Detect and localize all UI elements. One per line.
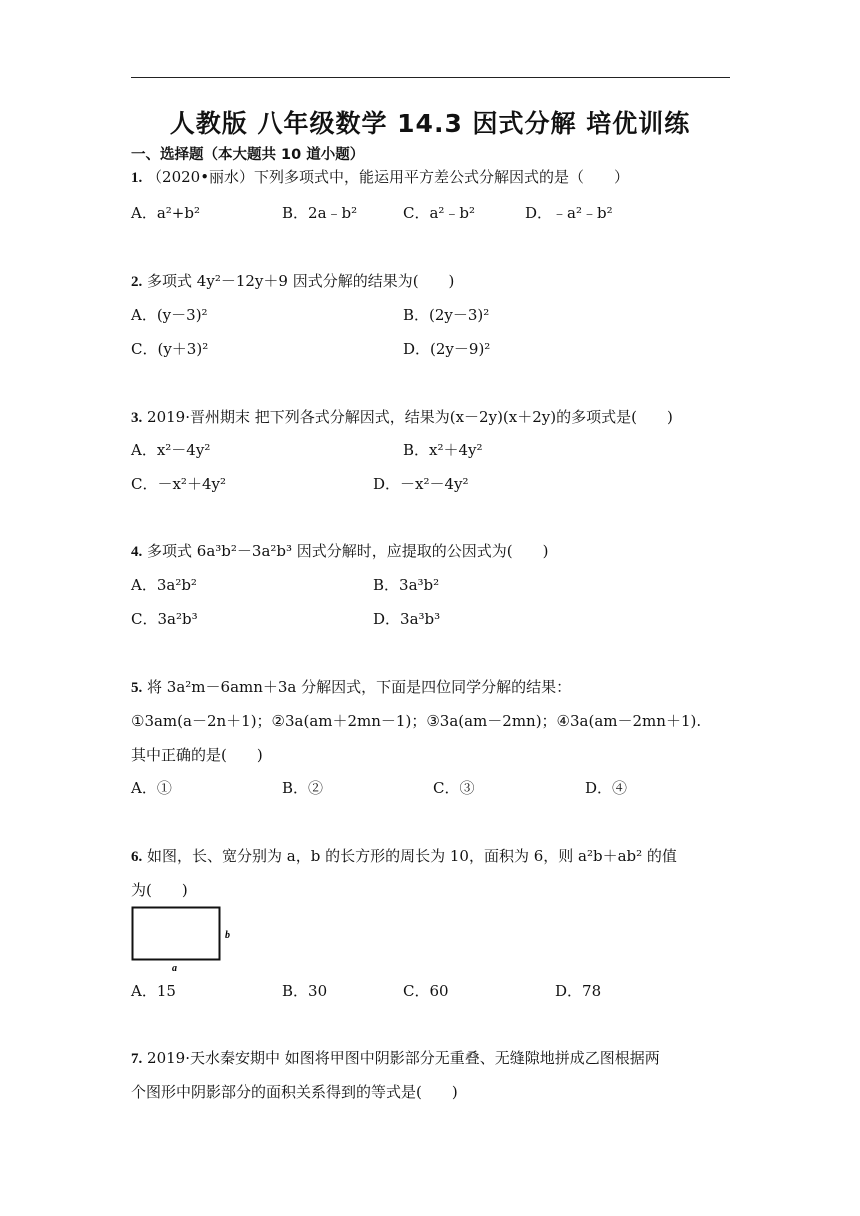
question-text-line: 为( ) xyxy=(131,881,188,899)
option-b[interactable]: B．(2y－3)² xyxy=(403,306,490,324)
option-a[interactable]: A．① xyxy=(131,779,172,797)
option-a[interactable]: A．15 xyxy=(131,982,176,1000)
option-a[interactable]: A．3a²b² xyxy=(131,576,197,594)
page-title: 人教版 八年级数学 14.3 因式分解 培优训练 xyxy=(169,109,691,138)
option-a[interactable]: A．(y－3)² xyxy=(131,306,208,324)
option-c[interactable]: C．－x²＋4y² xyxy=(131,475,226,493)
rectangle-diagram xyxy=(131,906,241,974)
question-text: 2019·天水秦安期中 如图将甲图中阴影部分无重叠、无缝隙地拼成乙图根据两 xyxy=(147,1049,660,1067)
option-c[interactable]: C．(y＋3)² xyxy=(131,340,209,358)
side-label-a: a xyxy=(172,963,177,974)
option-d[interactable]: D．(2y－9)² xyxy=(403,340,491,358)
question-text-line: 个图形中阴影部分的面积关系得到的等式是( ) xyxy=(131,1083,458,1101)
option-d[interactable]: D．﹣a²﹣b² xyxy=(525,204,613,222)
option-a[interactable]: A．a²+b² xyxy=(131,204,200,222)
option-c[interactable]: C．60 xyxy=(403,982,449,1000)
question-text: 多项式 4y²－12y＋9 因式分解的结果为( ) xyxy=(147,272,455,290)
question-4 xyxy=(131,540,549,561)
option-a[interactable]: A．x²－4y² xyxy=(131,441,211,459)
question-text: 如图，长、宽分别为 a，b 的长方形的周长为 10，面积为 6，则 a²b＋ab² 的值 xyxy=(147,847,677,865)
rectangle-figure xyxy=(131,906,241,978)
rectangle-shape xyxy=(133,908,220,960)
question-2 xyxy=(131,270,454,291)
option-d[interactable]: D．－x²－4y² xyxy=(373,475,469,493)
question-6 xyxy=(131,845,677,866)
option-d[interactable]: D．3a³b³ xyxy=(373,610,441,628)
section-heading: 一、选择题（本大题共 10 道小题） xyxy=(131,147,365,163)
option-b[interactable]: B．② xyxy=(282,779,324,797)
question-number: 7. xyxy=(131,1051,143,1067)
question-text: 将 3a²m－6amn＋3a 分解因式，下面是四位同学分解的结果： xyxy=(147,678,572,696)
question-text: 多项式 6a³b²－3a²b³ 因式分解时，应提取的公因式为( ) xyxy=(147,542,549,560)
option-c[interactable]: C．a²﹣b² xyxy=(403,204,476,222)
question-number: 6. xyxy=(131,849,143,865)
option-b[interactable]: B．x²＋4y² xyxy=(403,441,483,459)
option-b[interactable]: B．3a³b² xyxy=(373,576,440,594)
option-d[interactable]: D．④ xyxy=(585,779,628,797)
side-label-b: b xyxy=(225,930,230,941)
question-number: 4. xyxy=(131,544,143,560)
question-1 xyxy=(131,166,629,187)
header-rule xyxy=(131,77,730,78)
question-number: 2. xyxy=(131,274,143,290)
question-text-line: 其中正确的是( ) xyxy=(131,746,263,764)
option-c[interactable]: C．③ xyxy=(433,779,475,797)
question-5 xyxy=(131,676,571,697)
question-text: 2019·晋州期末 把下列各式分解因式，结果为(x－2y)(x＋2y)的多项式是( ) xyxy=(147,408,673,426)
question-7 xyxy=(131,1047,660,1068)
question-number: 5. xyxy=(131,680,143,696)
question-text: （2020•丽水）下列多项式中，能运用平方差公式分解因式的是（ ） xyxy=(147,168,630,186)
option-b[interactable]: B．2a﹣b² xyxy=(282,204,358,222)
option-c[interactable]: C．3a²b³ xyxy=(131,610,198,628)
question-text-line: ①3am(a－2n＋1)；②3a(am＋2mn－1)；③3a(am－2mn)；④3a(am－2mn＋1). xyxy=(131,712,702,730)
option-d[interactable]: D．78 xyxy=(555,982,602,1000)
question-3 xyxy=(131,406,673,427)
question-number: 3. xyxy=(131,410,143,426)
option-b[interactable]: B．30 xyxy=(282,982,328,1000)
question-number: 1. xyxy=(131,170,143,186)
